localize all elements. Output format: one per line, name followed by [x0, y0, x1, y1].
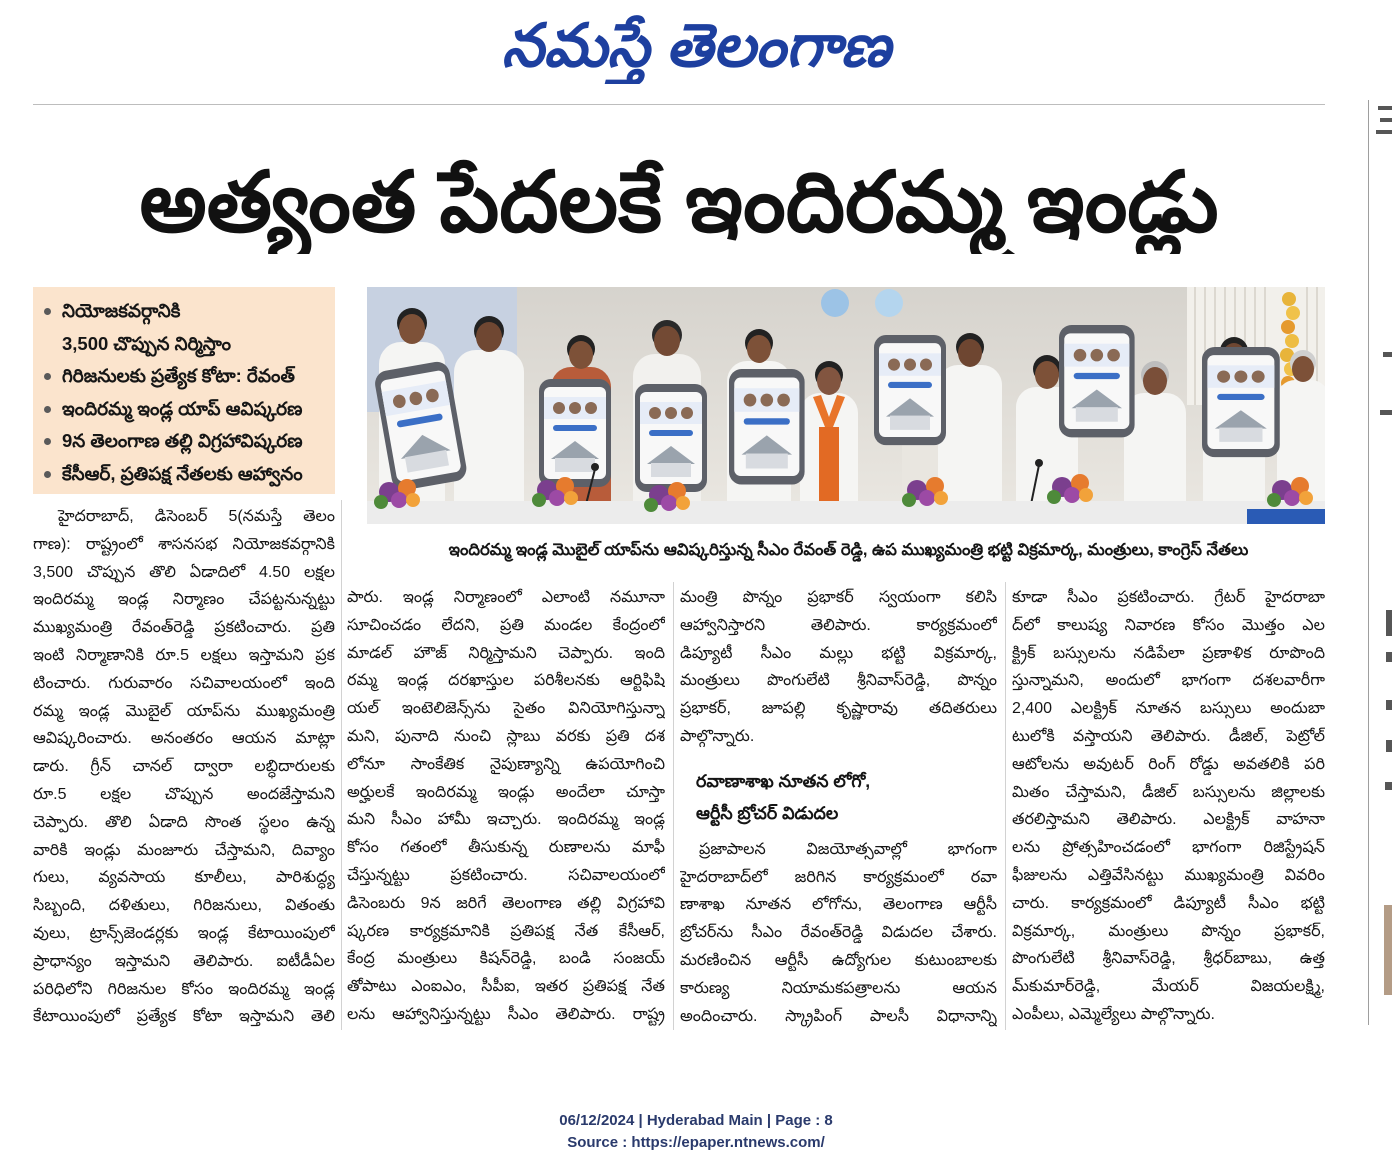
article-column-3 [680, 584, 997, 1030]
body-text-line: పరిధిలోని గిరిజనుల కోసం ఇందిరమ్మ ఇండ్ల [33, 980, 335, 998]
table-cloth [1247, 509, 1325, 524]
body-text-line: ఆటోలను అవుటర్ రింగ్ రోడ్డు అవతలికి పరి [1012, 755, 1325, 773]
source-link[interactable]: Source : https://epaper.ntnews.com/ [567, 1134, 825, 1151]
bullet-icon [44, 438, 51, 445]
article-paragraph [680, 584, 997, 751]
body-text-line: కేంద్ర మంత్రులు కిషన్‌రెడ్డి, బండి సంజయ్ [347, 950, 665, 968]
body-text-line: రూ.5 లక్షల చొప్పున అందజేస్తామని [33, 785, 335, 803]
app-launch-cutout [874, 335, 946, 445]
body-text-line: మ్‌కుమార్‌రెడ్డి, మేయర్ విజయలక్ష్మి, [1012, 978, 1325, 996]
body-text-line: కూడా సీఎం ప్రకటించారు. గ్రేటర్ హైదరాబా [1012, 589, 1325, 606]
body-text-line: ష్కరణ కార్యక్రమానికి ప్రతిపక్ష నేత కేసీఆర్, [347, 922, 665, 940]
body-text-line: ప్రాధాన్యం ఇస్తామని తెలిపారు. ఐటీడీఏల [33, 952, 335, 970]
edition-info: 06/12/2024 | Hyderabad Main | Page : 8 [559, 1112, 833, 1129]
highlight-line: 3,500 చొప్పున నిర్మిస్తాం [62, 332, 231, 354]
body-text-line: మరణించిన ఆర్టీసీ ఉద్యోగుల కుటుంబాలకు [680, 951, 997, 969]
body-text-line: చారు. కార్యక్రమంలో డిప్యూటీ సీఎం భట్టి [1012, 894, 1325, 912]
article-column-4 [1012, 584, 1325, 1029]
body-text-line: గులు, వ్యవసాయ కూలీలు, పారిశుద్ధ్య [33, 869, 335, 887]
body-text-line: మాడల్ హౌజ్ నిర్మిస్తామని చెప్పారు. ఇంది [347, 644, 665, 662]
article-paragraph [1012, 584, 1325, 1029]
adjacent-page-fragment [1380, 118, 1392, 122]
body-text-line: మితం చేస్తామని, డీజిల్ బస్సులను జిల్లాలకు [1012, 783, 1325, 801]
body-text-line: బ్రోచర్‌ను సీఎం రేవంత్‌రెడ్డి విడుదల చేశారు. [680, 924, 997, 942]
body-text-line: ఎంపీలు, ఎమ్మెల్యేలు పాల్గొన్నారు. [1012, 1005, 1215, 1023]
bullet-icon [44, 406, 51, 413]
highlight-item [33, 295, 335, 360]
highlight-text [62, 295, 335, 360]
body-text-line: మంత్రులు పొంగులేటి శ్రీనివాస్‌రెడ్డి, పొన్నం [680, 672, 997, 690]
highlight-text [62, 458, 335, 491]
article-paragraph [347, 584, 665, 1029]
body-text-line: ణాశాఖ నూతన లోగోను, తెలంగాణ ఆర్టీసీ [680, 896, 997, 914]
adjacent-page-fragment [1386, 610, 1392, 636]
body-text-line: డిసెంబరు 9న జరిగే తెలంగాణ తల్లి విగ్రహావి [347, 894, 665, 912]
body-text-line: తోపాటు ఎంఐఎం, సీపీఐ, ఇతర ప్రతిపక్ష నేత [347, 978, 665, 996]
body-text-line: తరలిస్తామని తెలిపారు. ఎలక్ట్రిక్ వాహనా [1012, 811, 1325, 829]
masthead-divider [33, 104, 1325, 105]
adjacent-page-edge [1368, 100, 1369, 1025]
body-text-line: పొంగులేటి శ్రీనివాస్‌రెడ్డి, శ్రీధర్‌బాబు, ఉత్త [1012, 950, 1325, 968]
body-text-line: గాణ): రాష్ట్రంలో శాసనసభ నియోజకవర్గానికి [33, 535, 335, 553]
body-text-line: కోసం గతంలో తీసుకున్న రుణాలను మాఫీ [347, 839, 665, 857]
body-text-line: హైదరాబాద్, డిసెంబర్ 5(నమస్తే తెలం [58, 508, 335, 525]
highlight-line: కేసీఆర్, ప్రతిపక్ష నేతలకు ఆహ్వానం [62, 462, 303, 484]
column-rule [1005, 582, 1006, 1030]
photo-caption: ఇందిరమ్మ ఇండ్ల మొబైల్ యాప్‌ను ఆవిష్కరిస్తున్న సీఎం రేవంత్ రెడ్డి, ఉప ముఖ్యమంత్రి భట్టి విక్రమార్క, మంత్రులు, కాంగ్రెస్ నేతలు [448, 541, 1249, 559]
body-text-line: ముఖ్యమంత్రి రేవంత్‌రెడ్డి ప్రకటించారు. ప్రతి [33, 619, 335, 637]
body-text-line: డిప్యూటీ సీఎం మల్లు భట్టి విక్రమార్క, [680, 644, 997, 662]
body-text-line: టించారు. గురువారం సచివాలయంలో ఇంది [33, 674, 335, 692]
adjacent-page-fragment [1386, 740, 1392, 752]
body-text-line: సూచించడం లేదని, ప్రతి మండల కేంద్రంలో [347, 616, 665, 634]
body-text-line: టులోకి వస్తాయని తెలిపారు. డీజిల్, పెట్రోల్ [1012, 727, 1325, 745]
body-text-line: ఆహ్వానిస్తారని తెలిపారు. కార్యక్రమంలో [680, 616, 997, 634]
body-text-line: రమ్మ ఇండ్ల దరఖాస్తుల పరిశీలనకు ఆర్టిఫిషి [347, 672, 665, 690]
body-text-line: లోనూ సాంకేతిక నైపుణ్యాన్ని ఉపయోగించి [347, 755, 665, 773]
highlight-item [33, 458, 335, 491]
highlight-text [62, 360, 335, 393]
bullet-icon [44, 471, 51, 478]
adjacent-page-fragment [1383, 352, 1392, 357]
adjacent-page-fragment [1380, 410, 1392, 415]
subheading-line: ఆర్టీసీ బ్రోచర్ విడుదల [696, 802, 839, 823]
body-text-line: లను ప్రోత్సహించడంలో భాగంగా రిజిస్ట్రేషన్ [1012, 839, 1325, 857]
bullet-icon [44, 308, 51, 315]
adjacent-page-fragment [1385, 782, 1392, 790]
body-text-line: ఫీజులను ఎత్తివేసినట్టు ముఖ్యమంత్రి వివరిం [1012, 866, 1325, 884]
body-text-line: వులు, ట్రాన్స్‌జెండర్లకు ఇండ్ల కేటాయింపులో [33, 924, 335, 942]
body-text-line: పారు. ఇండ్ల నిర్మాణంలో ఎలాంటి నమూనా [347, 589, 665, 606]
body-text-line: విక్రమార్క, మంత్రులు పొన్నం ప్రభాకర్, [1012, 922, 1325, 940]
app-launch-cutout [539, 379, 611, 487]
body-text-line: 2,400 ఎలక్ట్రిక్ నూతన బస్సులు అందుబా [1012, 700, 1325, 718]
body-text-line: 3,500 చొప్పున తొలి ఏడాదిలో 4.50 లక్షల [33, 563, 335, 581]
body-text-line: కేటాయింపులో ప్రత్యేక కోటా ఇస్తామని తెలి [33, 1008, 335, 1026]
column-rule [341, 500, 342, 1030]
body-text-line: అందించారు. స్క్రాపింగ్ పాలసీ విధానాన్ని [680, 1007, 997, 1025]
adjacent-page-fragment [1386, 700, 1392, 710]
body-text-line: డారు. గ్రీన్ చానల్ ద్వారా లబ్ధిదారులకు [33, 758, 335, 776]
article-column-2 [347, 584, 665, 1029]
highlights-box [33, 287, 335, 494]
body-text-line: స్తున్నామని, అందులో భాగంగా దశలవారీగా [1012, 672, 1325, 690]
body-text-line: హైదరాబాద్‌లో జరిగిన కార్యక్రమంలో రవా [680, 868, 997, 886]
highlight-text [62, 393, 335, 426]
article-paragraph [680, 836, 997, 1031]
body-text-line: రమ్మ ఇండ్ల మొబైల్ యాప్‌ను ముఖ్యమంత్రి [33, 702, 335, 720]
highlight-item [33, 425, 335, 458]
app-launch-cutout [1059, 325, 1135, 437]
news-photo-image [367, 287, 1325, 524]
body-text-line: ద్‌లో కాలుష్య నివారణ కోసం మొత్తం ఎల [1012, 616, 1325, 634]
column-rule [673, 582, 674, 1030]
app-launch-cutout [1202, 347, 1280, 457]
body-text-line: మని, పునాది నుంచి స్లాబు వరకు ప్రతి దశ [347, 727, 665, 745]
highlight-item [33, 393, 335, 426]
highlight-line: గిరిజనులకు ప్రత్యేక కోటా: రేవంత్ [62, 365, 295, 386]
body-text-line: మని సీఎం హామీ ఇచ్చారు. ఇందిరమ్మ ఇండ్ల [347, 811, 665, 829]
body-text-line: ఆవిష్కరించారు. అనంతరం ఆయన మాట్లా [33, 730, 335, 748]
adjacent-page-photo-fragment [1384, 905, 1392, 995]
highlight-text [62, 425, 335, 458]
news-photo [367, 287, 1325, 524]
subheading-line: రవాణాశాఖ నూతన లోగో, [696, 770, 871, 791]
article-paragraph [33, 503, 335, 1031]
body-text-line: ఇందిరమ్మ ఇండ్ల నిర్మాణం చేపట్టనున్నట్టు [33, 591, 335, 609]
body-text-line: చేస్తున్నట్టు ప్రకటించారు. సచివాలయంలో [347, 866, 665, 884]
headline: అత్యంత పేదలకే ఇందిరమ్మ ఇండ్లు [139, 155, 1219, 249]
body-text-line: ఇంటి నిర్మాణానికి రూ.5 లక్షలు ఇస్తామని ప్రక [33, 646, 335, 664]
body-text-line: కారుణ్య నియామకపత్రాలను ఆయన [680, 979, 997, 997]
body-text-line: ప్రభాకర్, జూపల్లి కృష్ణారావు తదితరులు [680, 700, 997, 718]
app-launch-cutout [635, 384, 707, 492]
adjacent-page-fragment [1386, 652, 1392, 662]
body-text-line: వారికి ఇండ్లు మంజూరు చేస్తామని, దివ్యాం [33, 841, 335, 859]
body-text-line: క్ట్రిక్ బస్సులను నడిపేలా ప్రణాళిక రూపొంది [1012, 644, 1325, 662]
article-subheading [680, 765, 997, 829]
body-text-line: సిబ్బంది, దళితులు, గిరిజనులు, వితంతు [33, 897, 335, 915]
highlight-line: ఇందిరమ్మ ఇండ్ల యాప్ ఆవిష్కరణ [62, 397, 303, 419]
body-text-line: లను ఆహ్వానిస్తున్నట్టు సీఎం తెలిపారు. రాష్ట్ర [347, 1005, 665, 1023]
table-front [367, 501, 1325, 524]
adjacent-page-fragment [1376, 130, 1392, 134]
article-column-1 [33, 503, 335, 1031]
body-text-line: మంత్రి పొన్నం ప్రభాకర్ స్వయంగా కలిసి [680, 589, 997, 606]
masthead: నమస్తే తెలంగాణ [501, 12, 891, 79]
body-text-line: యల్ ఇంటెలిజెన్స్‌ను సైతం వినియోగిస్తున్నా [347, 700, 665, 718]
body-text-line: చెప్పారు. తొలి ఏడాది సొంత స్థలం ఉన్న [33, 813, 335, 831]
body-text-line: ప్రజాపాలన విజయోత్సవాల్లో భాగంగా [699, 840, 997, 858]
body-text-line: అర్హులకే ఇందిరమ్మ ఇండ్లు అందేలా చూస్తా [347, 783, 665, 801]
highlight-item [33, 360, 335, 393]
app-launch-cutout [729, 369, 805, 485]
adjacent-page-fragment [1378, 106, 1392, 110]
body-text-line: పాల్గొన్నారు. [680, 727, 755, 745]
bullet-icon [44, 373, 51, 380]
highlight-line: నియోజకవర్గానికి [62, 300, 181, 321]
highlight-line: 9న తెలంగాణ తల్లి విగ్రహావిష్కరణ [62, 430, 303, 451]
